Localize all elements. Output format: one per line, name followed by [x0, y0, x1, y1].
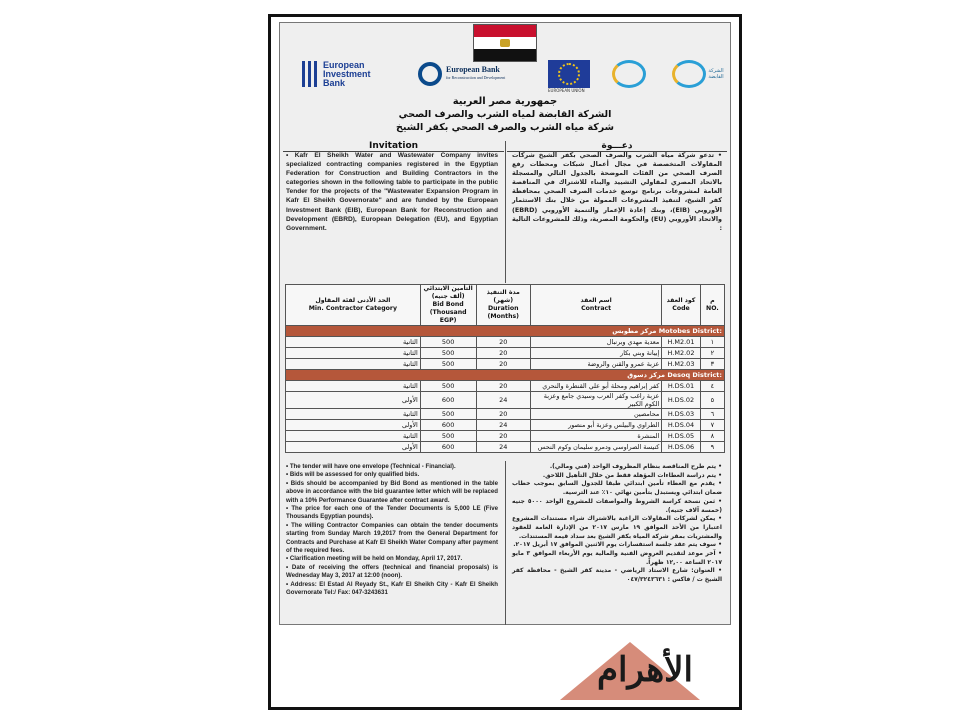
- table-cell: 600: [420, 392, 476, 409]
- table-cell: الأولى: [286, 442, 421, 453]
- table-cell: الثانية: [286, 431, 421, 442]
- term-ar: • يتم طرح المناقصة بنظام المظروف الواحد (فني ومالي).: [549, 463, 722, 470]
- table-cell: H.M2.03: [662, 359, 700, 370]
- table-row: [286, 392, 725, 409]
- term-ar: • يمكن لشركات المقاولات الراغبة بالاشتراك شراء مستندات المشروع اعتبارا من الأحد الموافق ١٩ مارس ٢٠١٧ من الإدارة العامة للعقود والمشتريات بمقر شركة المياه بكفر الشيخ بعد سداد قيمة المستندات.: [512, 515, 722, 540]
- column-divider: [505, 141, 506, 283]
- table-cell: ٤: [700, 381, 724, 392]
- table-cell: H.M2.01: [662, 337, 700, 348]
- term-en: • Clarification meeting will be held on Monday, April 17, 2017.: [286, 555, 463, 563]
- table-cell: H.DS.02: [662, 392, 700, 409]
- table-cell: الأولى: [286, 392, 421, 409]
- table-row: [286, 409, 725, 420]
- table-cell: 500: [420, 381, 476, 392]
- table-cell: الأولى: [286, 420, 421, 431]
- table-row: [286, 442, 725, 453]
- table-cell: مركز دسوق Desoq District:: [286, 370, 725, 381]
- term-en: • Bids should be accompanied by Bid Bond as mentioned in the table above in accordance with the bid guarantee letter which will be replaced with a 10% Performance Guarantee after contract award.: [286, 479, 498, 504]
- term-ar: • يقدم مع العطاء تأمين ابتدائي طبقا للجدول السابق بموجب خطاب ضمان ابتدائي ويستبدل بتأمين نهائي ١٠٪ عند الترسية.: [512, 480, 722, 497]
- intro-text-en: • Kafr El Sheikh Water and Wastewater Company invites specialized contracting companies registered in the Egyptian Federation for Construction and Building Contractors in the categories shown in the following table to participate in the public Tender for the projects of the "Wastewater Expansion Program in Kafr El Sheikh Governorate" and are funded by the European Investment Bank (EIB), European Bank for Reconstruction and Development (EBRD), European Delegation (EU), and Egyptian Government.: [286, 152, 498, 232]
- table-cell: H.DS.06: [662, 442, 700, 453]
- table-cell: 500: [420, 337, 476, 348]
- table-cell: المنشرة: [530, 431, 661, 442]
- table-cell: 20: [476, 359, 530, 370]
- table-cell: محامصين: [530, 409, 661, 420]
- table-row: [286, 337, 725, 348]
- term-en: • The price for each one of the Tender Documents is 5,000 LE (Five Thousands Egyptian pounds).: [286, 505, 498, 521]
- table-cell: H.M2.02: [662, 348, 700, 359]
- table-cell: عزبة راغب وكفر العرب وسيدي جامع وعزبة الكوم الكبير: [530, 392, 661, 409]
- table-cell: 24: [476, 442, 530, 453]
- eu-flag-icon: [548, 58, 590, 90]
- table-cell: عزبة عمرو والقنن والروضة: [530, 359, 661, 370]
- table-row: [286, 348, 725, 359]
- ahram-logo: الأهرام: [596, 650, 694, 690]
- col-header-category: الحد الأدنى لفئة المقاول Min. Contractor Category: [286, 285, 421, 326]
- col-header-no: م NO.: [700, 285, 724, 326]
- table-cell: مركز مطوبس Motobes District:: [286, 326, 725, 337]
- terms-list-en: [286, 463, 498, 598]
- term-ar: • آخر موعد لتقديم العروض الفنية والمالية يوم الأربعاء الموافق ٣ مايو ٢٠١٧ الساعة ١٢,٠٠ ظهراً.: [512, 550, 722, 566]
- table-cell: ٣: [700, 359, 724, 370]
- egypt-flag-icon: [473, 24, 537, 62]
- table-cell: 600: [420, 442, 476, 453]
- term-ar: • ثمن نسخة كراسة الشروط والمواصفات للمشروع الواحد ٥٠٠٠ جنيه (خمسة آلاف جنيه).: [512, 497, 723, 514]
- table-cell: ٧: [700, 420, 724, 431]
- table-cell: 500: [420, 431, 476, 442]
- district-row-motobes: [286, 326, 725, 337]
- term-ar: • سوف يتم عقد جلسة استفسارات يوم الاثنين الموافق ١٧ أبريل ٢٠١٧.: [513, 541, 722, 549]
- table-cell: ٢: [700, 348, 724, 359]
- eib-logo: European Investment Bank: [302, 58, 383, 90]
- table-cell: H.DS.04: [662, 420, 700, 431]
- ar-heading-holding: الشركة القابضة لمياه الشرب والصرف الصحي: [398, 109, 612, 120]
- table-cell: 500: [420, 359, 476, 370]
- table-cell: 600: [420, 420, 476, 431]
- table-row: [286, 420, 725, 431]
- col-header-contract: اسم العقد Contract: [530, 285, 661, 326]
- table-cell: كفر إبراهيم ومحلة أبو علي القنطرة والنحري: [530, 381, 661, 392]
- table-cell: معدية مهدي وبرنبال: [530, 337, 661, 348]
- table-cell: ٥: [700, 392, 724, 409]
- eu-caption: EUROPEAN UNION: [548, 88, 585, 93]
- table-cell: الثانية: [286, 381, 421, 392]
- invitation-heading-ar: دعـــوة: [507, 141, 727, 152]
- table-cell: الثانية: [286, 409, 421, 420]
- table-cell: H.DS.01: [662, 381, 700, 392]
- table-cell: 20: [476, 381, 530, 392]
- table-cell: ٨: [700, 431, 724, 442]
- table-cell: ١: [700, 337, 724, 348]
- terms-list-ar: [512, 463, 722, 585]
- col-header-duration: مدة التنفيذ (شهر) Duration (Months): [476, 285, 530, 326]
- ebrd-logo: European Bank for Reconstruction and Development: [418, 58, 505, 90]
- ar-heading-company: شركة مياه الشرب والصرف الصحي بكفر الشيخ: [396, 122, 614, 133]
- table-cell: الثانية: [286, 348, 421, 359]
- water-company-logo: الشركة القابضة: [672, 58, 726, 90]
- term-en: • Date of receiving the offers (technical and financial proposals) is Wednesday May 3, 2017 at 12:00 (noon).: [286, 563, 498, 580]
- invitation-heading-en: Invitation: [283, 141, 504, 152]
- table-row: [286, 381, 725, 392]
- table-row: [286, 285, 725, 326]
- intro-text-ar: • تدعو شركة مياه الشرب والصرف الصحي بكفر الشيخ شركات المقاولات المتخصصة في مجال أعمال شبكات ومحطات رفع الصرف الصحي من الفئات الموضحة بالجدول التالي والمسجلة بالاتحاد المصري لمقاولي التشييد والبناء للاشتراك في المناقصة العامة لمشروعات برنامج توسع خدمات الصرف الصحي بمحافظة كفر الشيخ، لتنفيذ المشروعات الممولة من خلال بنك الاستثمار الأوروبي (EIB)، وبنك إعادة الإعمار والتنمية الأوروبي (EBRD) والاتحاد الأوروبي (EU) والحكومة المصرية، وذلك للمشروعات التالية :: [512, 151, 722, 232]
- table-cell: ٩: [700, 442, 724, 453]
- ar-heading-republic: جمهورية مصر العربية: [452, 96, 558, 107]
- table-cell: الثانية: [286, 359, 421, 370]
- district-row-desoq: [286, 370, 725, 381]
- projects-table: [285, 284, 725, 453]
- term-ar: • العنوان: شارع الاستاد الرياضي - مدينة كفر الشيخ - محافظة كفر الشيخ ت / فاكس : ٠٤٧/٣٢٤٣٦٣١: [512, 567, 722, 584]
- table-cell: الثانية: [286, 337, 421, 348]
- term-en: • The willing Contractor Companies can obtain the tender documents starting from Sunday March 19,2017 from the General Department for Contracts and Purchase at Kafr El Sheikh Water Company after payment of the required fees.: [286, 521, 498, 555]
- table-cell: 24: [476, 420, 530, 431]
- table-cell: 24: [476, 392, 530, 409]
- table-cell: الطراوي والبيلس وعزبة أبو منصور: [530, 420, 661, 431]
- term-en: • The tender will have one envelope (Technical - Financial).: [286, 463, 456, 470]
- holding-company-logo: [612, 58, 646, 90]
- term-en: • Bids will be assessed for only qualified bids.: [286, 471, 420, 479]
- term-ar: • يتم دراسة العطاءات المؤهلة فقط من خلال التأهيل اللاحق.: [542, 471, 722, 479]
- table-cell: إبيانة وبني بكار: [530, 348, 661, 359]
- table-cell: ٦: [700, 409, 724, 420]
- table-cell: 20: [476, 348, 530, 359]
- table-cell: 20: [476, 431, 530, 442]
- table-row: [286, 431, 725, 442]
- col-header-code: كود العقد Code: [662, 285, 700, 326]
- table-cell: 500: [420, 348, 476, 359]
- table-cell: 20: [476, 409, 530, 420]
- terms-column-divider: [505, 461, 506, 625]
- table-cell: كنيسة الصراوسي ودمرو سليمان وكوم النحس: [530, 442, 661, 453]
- table-cell: H.DS.05: [662, 431, 700, 442]
- term-en: • Address: El Estad Al Reyady St., Kafr El Sheikh City - Kafr El Sheikh Governorate Tel:/ Fax: 047-3243631: [286, 580, 498, 597]
- table-cell: 20: [476, 337, 530, 348]
- col-header-bond: التأمين الابتدائي (ألف جنيه) Bid Bond (Thousand EGP): [420, 285, 476, 326]
- table-cell: 500: [420, 409, 476, 420]
- table-cell: H.DS.03: [662, 409, 700, 420]
- table-row: [286, 359, 725, 370]
